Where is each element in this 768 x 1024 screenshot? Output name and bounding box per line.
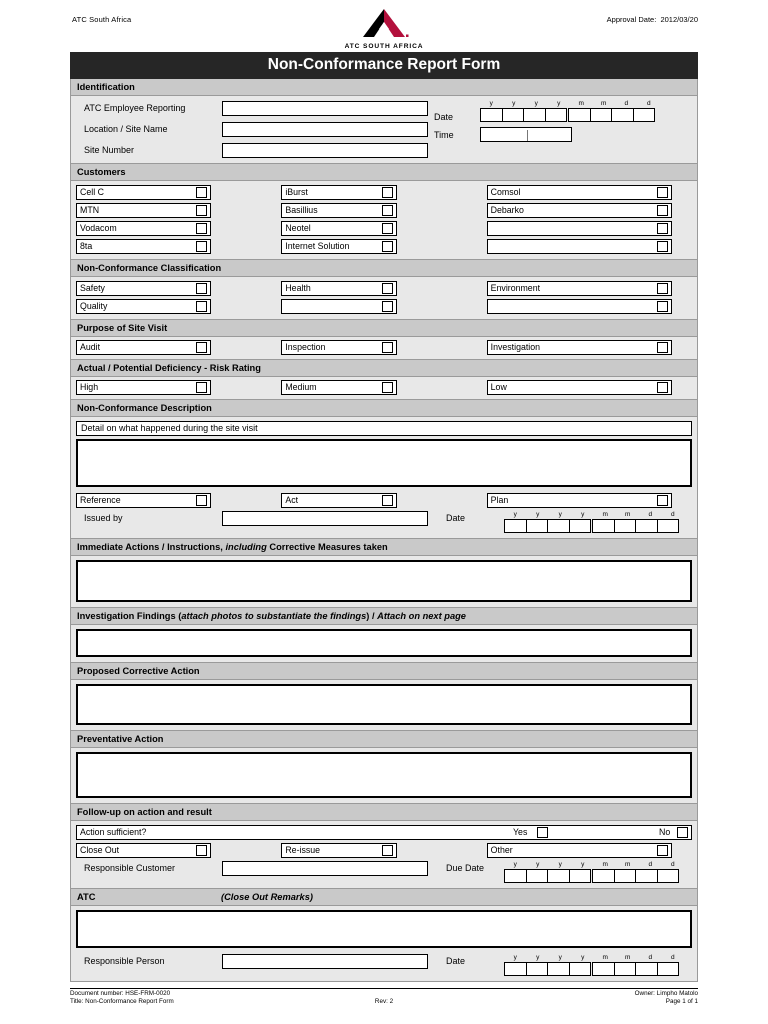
section-header-identification: Identification (70, 79, 698, 96)
label-neotel: Neotel (285, 223, 311, 233)
followup-check-col-2 (281, 843, 486, 858)
section-body-classification (70, 277, 698, 320)
date-hdr-y1: y (489, 100, 493, 107)
identification-fields (76, 100, 428, 158)
date-cell[interactable] (568, 108, 591, 122)
textarea-proposed-corrective-action[interactable] (76, 684, 692, 725)
section-body-customers (70, 181, 698, 260)
checkbox-row-classification-blank-2[interactable] (487, 299, 672, 314)
section-body-description (70, 417, 698, 539)
date-hdr-y1: y (513, 861, 517, 868)
date-hdr-y3: y (558, 954, 562, 961)
checkbox-mtn[interactable] (196, 205, 207, 216)
atc-date-group (504, 954, 684, 976)
field-row-site-number (76, 142, 428, 158)
section-body-identification (70, 96, 698, 164)
checkbox-row-quality[interactable] (76, 299, 211, 314)
document-footer (70, 988, 698, 1007)
checkbox-row-environment[interactable] (487, 281, 672, 296)
checkbox-reference[interactable] (196, 495, 207, 506)
label-investigation: Investigation (490, 342, 541, 352)
checkbox-close-out[interactable] (196, 845, 207, 856)
label-cell-c: Cell C (80, 187, 104, 197)
label-iburst: iBurst (285, 187, 308, 197)
label-vodacom: Vodacom (80, 223, 117, 233)
checkbox-other[interactable] (657, 845, 668, 856)
date-cell[interactable] (614, 962, 637, 976)
section-header-investigation-findings (70, 608, 698, 625)
date-cell[interactable] (504, 519, 527, 533)
checkbox-row-health[interactable] (281, 281, 396, 296)
date-cell[interactable] (611, 108, 634, 122)
row-action-sufficient (76, 825, 692, 840)
date-cell[interactable] (633, 108, 656, 122)
input-employee[interactable] (222, 101, 428, 116)
date-hdr-m2: m (625, 861, 631, 868)
immediate-heading-part-2: Corrective Measures taken (269, 542, 388, 552)
date-hdr-y3: y (534, 100, 538, 107)
checkbox-classification-blank[interactable] (382, 301, 393, 312)
checkbox-row-classification-blank[interactable] (281, 299, 396, 314)
input-site-number[interactable] (222, 143, 428, 158)
customers-column-1 (76, 185, 281, 254)
section-body-preventative-action (70, 748, 698, 804)
purpose-column-2 (281, 340, 486, 355)
date-cell[interactable] (657, 519, 680, 533)
findings-heading-part-2: ) / (366, 611, 378, 621)
date-cell[interactable] (657, 962, 680, 976)
date-cell[interactable] (592, 519, 615, 533)
checkbox-row-debarko[interactable] (487, 203, 672, 218)
description-check-col-1 (76, 493, 281, 508)
date-hdr-m2: m (601, 100, 607, 107)
section-header-purpose: Purpose of Site Visit (70, 320, 698, 337)
atc-heading-note: (Close Out Remarks) (221, 892, 313, 902)
checkbox-environment[interactable] (657, 283, 668, 294)
date-input-cells (480, 108, 660, 122)
checkbox-row-safety[interactable] (76, 281, 211, 296)
label-time: Time (434, 129, 454, 140)
checkbox-row-medium[interactable] (281, 380, 396, 395)
label-comsol: Comsol (490, 187, 521, 197)
label-re-issue: Re-issue (285, 845, 321, 855)
date-hdr-y1: y (513, 954, 517, 961)
checkbox-row-customer-blank-1[interactable] (487, 221, 672, 236)
checkbox-neotel[interactable] (382, 223, 393, 234)
document-header (0, 0, 768, 48)
checkbox-quality[interactable] (196, 301, 207, 312)
date-cell[interactable] (547, 519, 570, 533)
footer-doc-number: Document number: HSE-FRM-0020 (70, 990, 171, 997)
date-hdr-d2: d (670, 861, 675, 868)
checkbox-high[interactable] (196, 382, 207, 393)
label-action-sufficient: Action sufficient? (80, 827, 147, 837)
checkbox-cell-c[interactable] (196, 187, 207, 198)
date-cell[interactable] (635, 962, 658, 976)
checkbox-comsol[interactable] (657, 187, 668, 198)
label-reference: Reference (80, 495, 121, 505)
checkbox-medium[interactable] (382, 382, 393, 393)
checkbox-row-low[interactable] (487, 380, 672, 395)
checkbox-row-inspection[interactable] (281, 340, 396, 355)
checkbox-basillius[interactable] (382, 205, 393, 216)
date-cell[interactable] (569, 869, 592, 883)
date-cell[interactable] (657, 869, 680, 883)
date-cell[interactable] (523, 108, 546, 122)
label-environment: Environment (490, 283, 541, 293)
checkbox-row-8ta[interactable] (76, 239, 211, 254)
field-row-employee (76, 100, 428, 116)
due-date-group (504, 861, 684, 883)
date-hdr-m2: m (625, 954, 631, 961)
section-header-description: Non-Conformance Description (70, 400, 698, 417)
approval-date: Approval Date: 2012/03/20 (606, 15, 698, 24)
date-cell[interactable] (635, 869, 658, 883)
label-description-date: Date (446, 513, 466, 523)
section-body-atc (70, 906, 698, 982)
label-inspection: Inspection (285, 342, 326, 352)
date-cell[interactable] (526, 962, 549, 976)
label-mtn: MTN (80, 205, 100, 215)
atc-date-headers (504, 954, 684, 962)
date-hdr-m1: m (602, 954, 608, 961)
customers-column-3 (487, 185, 692, 254)
label-responsible-customer: Responsible Customer (84, 863, 176, 873)
date-cell[interactable] (592, 869, 615, 883)
label-safety: Safety (80, 283, 105, 293)
form-title: Non-Conformance Report Form (70, 52, 698, 79)
followup-check-col-1 (76, 843, 281, 858)
date-cell[interactable] (504, 869, 527, 883)
input-location[interactable] (222, 122, 428, 137)
checkbox-re-issue[interactable] (382, 845, 393, 856)
section-body-proposed-corrective-action (70, 680, 698, 731)
description-check-col-2 (281, 493, 486, 508)
checkbox-low[interactable] (657, 382, 668, 393)
label-low: Low (490, 382, 507, 392)
checkbox-row-re-issue[interactable] (281, 843, 396, 858)
label-close-out: Close Out (80, 845, 120, 855)
checkbox-row-audit[interactable] (76, 340, 211, 355)
label-yes: Yes (513, 827, 528, 837)
date-cell[interactable] (614, 519, 637, 533)
date-cell[interactable] (547, 869, 570, 883)
date-cell[interactable] (502, 108, 525, 122)
findings-heading-italic-2: Attach on next page (377, 611, 466, 621)
date-hdr-d2: d (670, 511, 675, 518)
checkbox-row-reference[interactable] (76, 493, 211, 508)
date-hdr-y4: y (581, 511, 585, 518)
section-header-customers: Customers (70, 164, 698, 181)
label-plan: Plan (490, 495, 509, 505)
date-cell[interactable] (569, 519, 592, 533)
description-date-headers (504, 511, 684, 519)
label-date: Date (434, 112, 454, 122)
label-quality: Quality (80, 301, 108, 311)
textarea-atc-close-out-remarks[interactable] (76, 910, 692, 948)
section-body-risk-rating (70, 377, 698, 400)
textarea-immediate-actions[interactable] (76, 560, 692, 602)
classification-column-1 (76, 281, 281, 314)
checkbox-row-neotel[interactable] (281, 221, 396, 236)
label-internet-solution: Internet Solution (285, 241, 350, 251)
label-description-memo: Detail on what happened during the site visit (76, 421, 692, 436)
textarea-description[interactable] (76, 439, 692, 487)
company-logo (0, 8, 768, 50)
date-hdr-d2: d (646, 100, 651, 107)
field-row-location (76, 121, 428, 137)
date-hdr-y1: y (513, 511, 517, 518)
label-other: Other (490, 845, 513, 855)
label-site-number: Site Number (84, 145, 135, 155)
label-atc-date: Date (446, 956, 466, 966)
form-container (70, 52, 698, 982)
label-medium: Medium (285, 382, 317, 392)
section-header-proposed-corrective-action: Proposed Corrective Action (70, 663, 698, 680)
checkbox-row-comsol[interactable] (487, 185, 672, 200)
checkbox-no[interactable] (677, 827, 688, 838)
section-body-followup (70, 821, 698, 889)
atc-heading: ATC (77, 892, 96, 902)
description-date-cells (504, 519, 684, 533)
checkbox-investigation[interactable] (657, 342, 668, 353)
label-employee: ATC Employee Reporting (84, 103, 186, 113)
footer-revision: Rev: 2 (374, 998, 394, 1005)
followup-check-col-3 (487, 843, 692, 858)
date-hdr-y2: y (512, 100, 516, 107)
checkbox-row-close-out[interactable] (76, 843, 211, 858)
atc-logo-icon (351, 8, 417, 38)
checkbox-row-high[interactable] (76, 380, 211, 395)
risk-column-1 (76, 380, 281, 395)
checkbox-health[interactable] (382, 283, 393, 294)
section-body-investigation-findings (70, 625, 698, 663)
textarea-investigation-findings[interactable] (76, 629, 692, 657)
date-cell[interactable] (526, 869, 549, 883)
date-cell-headers (480, 100, 660, 108)
date-hdr-m2: m (625, 511, 631, 518)
checkbox-inspection[interactable] (382, 342, 393, 353)
date-hdr-m1: m (602, 861, 608, 868)
date-hdr-d1: d (624, 100, 629, 107)
risk-column-3 (487, 380, 692, 395)
checkbox-internet-solution[interactable] (382, 241, 393, 252)
immediate-heading-part-1: Immediate Actions / Instructions, (77, 542, 223, 552)
date-cell[interactable] (526, 519, 549, 533)
atc-date-cells (504, 962, 684, 976)
classification-column-3 (487, 281, 692, 314)
checkbox-row-internet-solution[interactable] (281, 239, 396, 254)
checkbox-debarko[interactable] (657, 205, 668, 216)
footer-owner: Owner: Limpho Matolo (634, 990, 698, 997)
date-cell[interactable] (545, 108, 568, 122)
label-location: Location / Site Name (84, 124, 168, 134)
date-cell[interactable] (480, 108, 503, 122)
label-basillius: Basillius (285, 205, 318, 215)
checkbox-row-vodacom[interactable] (76, 221, 211, 236)
section-body-purpose (70, 337, 698, 360)
time-separator (527, 130, 528, 141)
section-header-preventative-action: Preventative Action (70, 731, 698, 748)
description-date-group (504, 511, 684, 533)
checkbox-row-mtn[interactable] (76, 203, 211, 218)
checkbox-row-iburst[interactable] (281, 185, 396, 200)
section-header-followup: Follow-up on action and result (70, 804, 698, 821)
due-date-headers (504, 861, 684, 869)
label-health: Health (285, 283, 311, 293)
label-high: High (80, 382, 99, 392)
section-body-immediate-actions (70, 556, 698, 608)
checkbox-customer-blank-1[interactable] (657, 223, 668, 234)
checkbox-row-cell-c[interactable] (76, 185, 211, 200)
section-header-risk-rating: Actual / Potential Deficiency - Risk Rating (70, 360, 698, 377)
logo-wordmark: ATC SOUTH AFRICA (344, 43, 424, 50)
date-cell[interactable] (635, 519, 658, 533)
input-issued-by[interactable] (222, 511, 428, 526)
checkbox-row-basillius[interactable] (281, 203, 396, 218)
date-hdr-y4: y (557, 100, 561, 107)
checkbox-row-investigation[interactable] (487, 340, 672, 355)
input-responsible-customer[interactable] (222, 861, 428, 876)
checkbox-customer-blank-2[interactable] (657, 241, 668, 252)
immediate-heading-italic: including (225, 542, 267, 552)
date-hdr-y4: y (581, 954, 585, 961)
date-hdr-y2: y (536, 511, 540, 518)
checkbox-act[interactable] (382, 495, 393, 506)
classification-column-2 (281, 281, 486, 314)
footer-doc-title: Title: Non-Conformance Report Form (70, 998, 174, 1006)
checkbox-row-other[interactable] (487, 843, 672, 858)
label-responsible-person: Responsible Person (84, 956, 165, 966)
date-cell[interactable] (547, 962, 570, 976)
checkbox-classification-blank-2[interactable] (657, 301, 668, 312)
checkbox-row-act[interactable] (281, 493, 396, 508)
checkbox-row-plan[interactable] (487, 493, 672, 508)
textarea-preventative-action[interactable] (76, 752, 692, 798)
checkbox-8ta[interactable] (196, 241, 207, 252)
label-audit: Audit (80, 342, 101, 352)
date-hdr-d1: d (648, 861, 653, 868)
section-header-atc (70, 889, 698, 906)
purpose-column-1 (76, 340, 281, 355)
input-time[interactable] (480, 127, 572, 142)
identification-date-time (428, 100, 692, 158)
findings-heading-italic: attach photos to substantiate the findings (181, 611, 367, 621)
org-name: ATC South Africa (72, 15, 132, 24)
date-hdr-y3: y (558, 861, 562, 868)
date-cell[interactable] (614, 869, 637, 883)
date-hdr-d1: d (648, 954, 653, 961)
section-header-immediate-actions (70, 539, 698, 556)
label-debarko: Debarko (490, 205, 524, 215)
checkbox-row-customer-blank-2[interactable] (487, 239, 672, 254)
date-hdr-y3: y (558, 511, 562, 518)
customers-column-2 (281, 185, 486, 254)
date-hdr-d1: d (648, 511, 653, 518)
date-hdr-y4: y (581, 861, 585, 868)
date-cell[interactable] (590, 108, 613, 122)
date-hdr-y2: y (536, 861, 540, 868)
description-check-col-3 (487, 493, 692, 508)
date-cell[interactable] (592, 962, 615, 976)
checkbox-plan[interactable] (657, 495, 668, 506)
label-due-date: Due Date (446, 863, 485, 873)
risk-column-2 (281, 380, 486, 395)
checkbox-iburst[interactable] (382, 187, 393, 198)
checkbox-audit[interactable] (196, 342, 207, 353)
date-cell[interactable] (504, 962, 527, 976)
label-act: Act (285, 495, 299, 505)
label-no: No (659, 827, 671, 837)
input-responsible-person[interactable] (222, 954, 428, 969)
date-hdr-m1: m (578, 100, 584, 107)
date-cell[interactable] (569, 962, 592, 976)
date-hdr-y2: y (536, 954, 540, 961)
due-date-cells (504, 869, 684, 883)
purpose-column-3 (487, 340, 692, 355)
checkbox-safety[interactable] (196, 283, 207, 294)
date-hdr-m1: m (602, 511, 608, 518)
label-8ta: 8ta (80, 241, 93, 251)
footer-page: Page 1 of 1 (665, 998, 698, 1006)
findings-heading-part-1: Investigation Findings ( (77, 611, 182, 621)
label-issued-by: Issued by (84, 513, 123, 523)
checkbox-vodacom[interactable] (196, 223, 207, 234)
date-hdr-d2: d (670, 954, 675, 961)
section-header-classification: Non-Conformance Classification (70, 260, 698, 277)
checkbox-yes[interactable] (537, 827, 548, 838)
